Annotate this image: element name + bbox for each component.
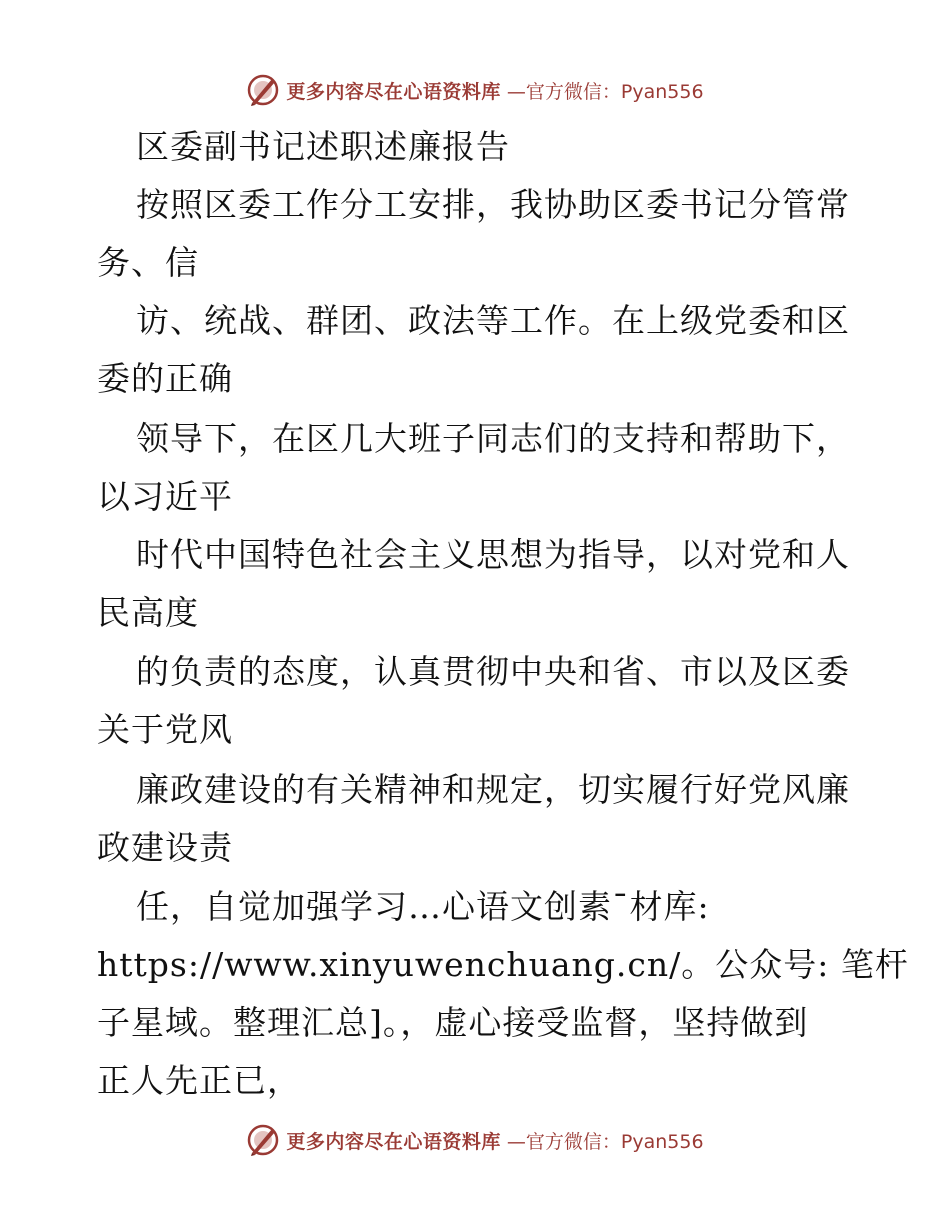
body-line: 访、统战、群团、政法等工作。在上级党委和区 bbox=[136, 301, 850, 340]
body-line: https://www.xinyuwenchuang.cn/。公众号: 笔杆 bbox=[97, 945, 909, 984]
body-line: 的负责的态度，认真贯彻中央和省、市以及区委 bbox=[136, 652, 850, 691]
body-line: 以习近平 bbox=[97, 477, 233, 516]
quill-seal-icon bbox=[246, 1123, 280, 1157]
body-line: 任，自觉加强学习…心语文创素¯材库: bbox=[136, 887, 710, 926]
body-line: 按照区委工作分工安排，我协助区委书记分管常 bbox=[136, 185, 850, 224]
body-line: 民高度 bbox=[97, 593, 199, 632]
body-line: 关于党风 bbox=[97, 710, 233, 749]
quill-seal-icon bbox=[246, 73, 280, 107]
body-line: 委的正确 bbox=[97, 359, 233, 398]
body-line: 领导下，在区几大班子同志们的支持和帮助下， bbox=[136, 419, 850, 458]
watermark-contact-text: —官方微信：Pyan556 bbox=[506, 1130, 704, 1153]
document-title: 区委副书记述职述廉报告 bbox=[136, 127, 510, 166]
watermark-banner-top bbox=[0, 70, 950, 110]
body-line: 子星域。整理汇总]。，虚心接受监督，坚持做到 bbox=[97, 1003, 809, 1042]
body-line: 务、信 bbox=[97, 243, 199, 282]
watermark-brand-text: 更多内容尽在心语资料库 bbox=[286, 80, 501, 103]
watermark-brand-text: 更多内容尽在心语资料库 bbox=[286, 1130, 501, 1153]
body-line: 时代中国特色社会主义思想为指导，以对党和人 bbox=[136, 535, 850, 574]
watermark-banner-bottom bbox=[0, 1120, 950, 1160]
watermark-contact-text: —官方微信：Pyan556 bbox=[506, 80, 704, 103]
body-line: 正人先正已， bbox=[97, 1061, 301, 1100]
body-line: 政建设责 bbox=[97, 828, 233, 867]
body-line: 廉政建设的有关精神和规定，切实履行好党风廉 bbox=[136, 770, 850, 809]
